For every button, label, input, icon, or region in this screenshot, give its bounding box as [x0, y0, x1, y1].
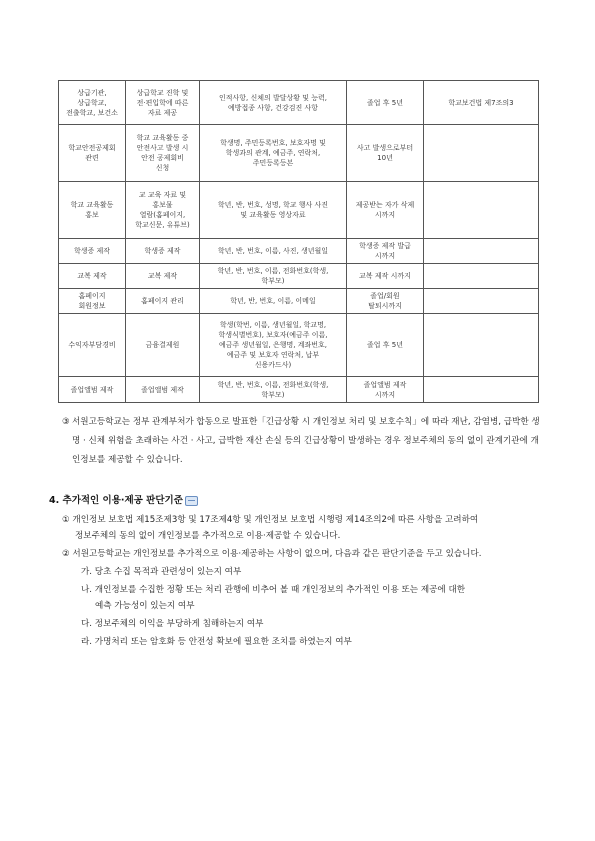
- table-row: [59, 377, 539, 403]
- table-cell: 상급기관, 상급학교, 전출학교, 보건소: [59, 81, 126, 125]
- table-row: [59, 314, 539, 377]
- table-row: [59, 182, 539, 239]
- table-cell: 학년, 반, 번호, 이름, 사진, 생년월일: [200, 239, 347, 264]
- table-cell: 졸업앨범 제작: [126, 377, 200, 403]
- personal-info-provision-table: [58, 80, 539, 403]
- table-cell: 학년, 반, 번호, 이름, 전화번호(학생, 학부모): [200, 377, 347, 403]
- table-cell: 학년, 반, 번호, 이름, 전화번호(학생, 학부모): [200, 264, 347, 289]
- criteria-c: 다. 정보주체의 이익을 부당하게 침해하는지 여부: [81, 619, 264, 629]
- table-cell: 교복 제작: [59, 264, 126, 289]
- table-cell: 제공받는 자가 삭제 시까지: [347, 182, 424, 239]
- table-cell: 홈페이지 관리: [126, 289, 200, 314]
- table-cell: 졸업앨범 제작: [59, 377, 126, 403]
- table-cell: 졸업/회원 탈퇴시까지: [347, 289, 424, 314]
- table-cell: 교복 제작 시까지: [347, 264, 424, 289]
- table-cell: 학생증 제작: [59, 239, 126, 264]
- table-cell: [424, 264, 539, 289]
- table-cell: [424, 239, 539, 264]
- section-title: 4. 추가적인 이용·제공 판단기준: [49, 495, 183, 506]
- table-row: [59, 239, 539, 264]
- table-cell: 학년, 반, 번호, 이름, 이메일: [200, 289, 347, 314]
- criteria-b-line1: 나. 개인정보를 수집한 정황 또는 처리 관행에 비추어 볼 때 개인정보의 추가적인 이용 또는 제공에 대한: [81, 585, 466, 595]
- paragraph-text: 서원고등학교는 정부 관계부처가 합동으로 발표한「긴급상황 시 개인정보 처리 및 보호수칙」에 따라 재난, 감염병, 급박한 생명 · 신체 위험을 초래하는 사건 · 사고, 급박한 재산 손실 등의 긴급상황이 발생하는 경우 정보주체의 동의 없이 관계기관에 개인정보를 제공할 수 있습니다.: [72, 417, 540, 465]
- table-cell: 졸업 후 5년: [347, 81, 424, 125]
- table-cell: 홈페이지 회원정보: [59, 289, 126, 314]
- table-cell: 학교안전공제회 관련: [59, 125, 126, 182]
- table-cell: [424, 377, 539, 403]
- table-cell: 학생증 제작 발급 시까지: [347, 239, 424, 264]
- table-row: [59, 81, 539, 125]
- table-cell: [424, 289, 539, 314]
- criteria-a: 가. 당초 수집 목적과 관련성이 있는지 여부: [81, 567, 242, 577]
- table-cell: 인적사항, 신체의 발달상황 및 능력, 예방접종 사항, 건강검진 사항: [200, 81, 347, 125]
- table-cell: 학년, 반, 번호, 성명, 학교 행사 사진 및 교육활동 영상자료: [200, 182, 347, 239]
- table-cell: 학생명, 주민등록번호, 보호자명 및 학생과의 관계, 예금주, 연락처, 주민등록등본: [200, 125, 347, 182]
- table-cell: 졸업 후 5년: [347, 314, 424, 377]
- table-cell: [424, 182, 539, 239]
- table-cell: [424, 125, 539, 182]
- table-cell: 학생(학번, 이름, 생년월일, 학교명, 학생식별번호), 보호자(예금주 이름, 예금주 생년월일, 은행명, 계좌번호, 예금주 및 보호자 연락처, 납부 신용카드사): [200, 314, 347, 377]
- table-cell: 교 교육 자료 및 홍보물 열람(홈페이지, 학교신문, 유튜브): [126, 182, 200, 239]
- section-heading: [49, 492, 198, 506]
- table-row: [59, 289, 539, 314]
- criteria-d: 라. 가명처리 또는 암호화 등 안전성 확보에 필요한 조치를 하였는지 여부: [81, 637, 352, 647]
- table-cell: 학교 교육활동 중 안전사고 발생 시 안전 공제회비 신청: [126, 125, 200, 182]
- item-1-line1: ① 개인정보 보호법 제15조제3항 및 17조제4항 및 개인정보 보호법 시행령 제14조의2에 따른 사항을 고려하여: [62, 515, 479, 525]
- criteria-b-line2: 예측 가능성이 있는지 여부: [95, 601, 195, 611]
- table-cell: 교복 제작: [126, 264, 200, 289]
- table-cell: 학교보건법 제7조의3: [424, 81, 539, 125]
- table-cell: 졸업앨범 제작 시까지: [347, 377, 424, 403]
- table-cell: [424, 314, 539, 377]
- table-row: [59, 264, 539, 289]
- table-cell: 사고 발생으로부터 10년: [347, 125, 424, 182]
- table-cell: 학교 교육활동 홍보: [59, 182, 126, 239]
- item-1-line2: 정보주체의 동의 없이 개인정보를 추가적으로 이용·제공할 수 있습니다.: [75, 531, 341, 541]
- table-cell: 금융결제원: [126, 314, 200, 377]
- table-cell: 학생증 제작: [126, 239, 200, 264]
- paragraph-index: ③: [62, 417, 70, 427]
- memo-icon: [185, 496, 198, 506]
- table-cell: 상급학교 진학 및 전·편입학에 따른 자료 제공: [126, 81, 200, 125]
- table-cell: 수익자부담경비: [59, 314, 126, 377]
- paragraph-emergency-provision: [62, 413, 542, 470]
- item-2-line1: ② 서원고등학교는 개인정보를 추가적으로 이용·제공하는 사항이 없으며, 다음과 같은 판단기준을 두고 있습니다.: [62, 549, 482, 559]
- table-row: [59, 125, 539, 182]
